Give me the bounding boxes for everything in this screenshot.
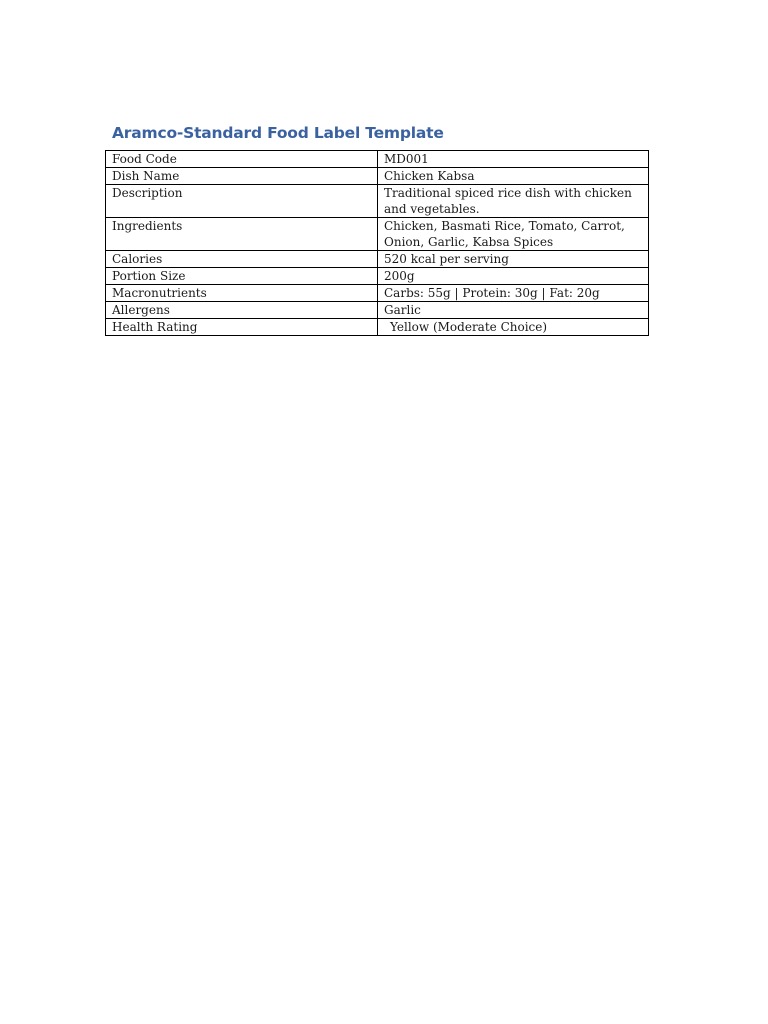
table-row <box>106 285 649 302</box>
table-row <box>106 268 649 285</box>
row-value-macronutrients: Carbs: 55g | Protein: 30g | Fat: 20g <box>378 285 649 302</box>
row-value-food-code: MD001 <box>378 151 649 168</box>
row-value-health-rating: Yellow (Moderate Choice) <box>378 319 649 336</box>
row-label-allergens: Allergens <box>106 302 378 319</box>
row-label-dish-name: Dish Name <box>106 168 378 185</box>
row-label-description: Description <box>106 185 378 218</box>
table-row <box>106 319 649 336</box>
document-title: Aramco-Standard Food Label Template <box>112 124 444 142</box>
row-label-health-rating: Health Rating <box>106 319 378 336</box>
row-label-ingredients: Ingredients <box>106 218 378 251</box>
table-row <box>106 251 649 268</box>
row-label-food-code: Food Code <box>106 151 378 168</box>
table-row <box>106 185 649 218</box>
table-row <box>106 218 649 251</box>
table-row <box>106 302 649 319</box>
table-row <box>106 151 649 168</box>
row-label-macronutrients: Macronutrients <box>106 285 378 302</box>
row-label-calories: Calories <box>106 251 378 268</box>
table-row <box>106 168 649 185</box>
row-label-portion-size: Portion Size <box>106 268 378 285</box>
row-value-allergens: Garlic <box>378 302 649 319</box>
food-label-table <box>105 150 649 336</box>
row-value-dish-name: Chicken Kabsa <box>378 168 649 185</box>
row-value-calories: 520 kcal per serving <box>378 251 649 268</box>
row-value-ingredients: Chicken, Basmati Rice, Tomato, Carrot, Onion, Garlic, Kabsa Spices <box>378 218 649 251</box>
row-value-portion-size: 200g <box>378 268 649 285</box>
row-value-description: Traditional spiced rice dish with chicken and vegetables. <box>378 185 649 218</box>
